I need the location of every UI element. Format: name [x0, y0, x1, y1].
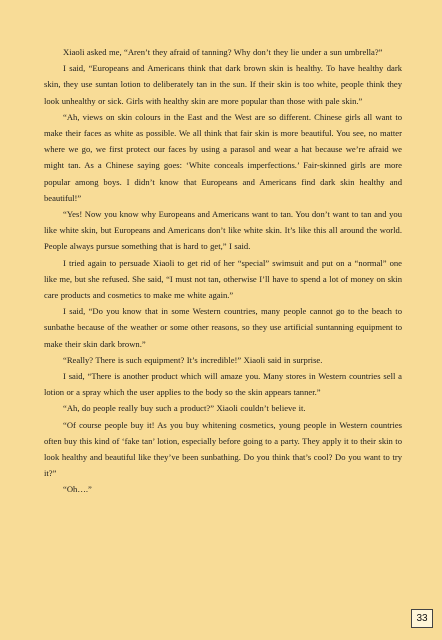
paragraph-11: “Oh….”	[63, 484, 92, 495]
paragraph-9: “Ah, do people really buy such a product?” Xiaoli couldn’t believe it.	[63, 403, 306, 414]
paragraph-5: I tried again to persuade Xiaoli to get rid of her “special” swimsuit and put on a “normal” one like me, but she refused. She said, “I must not tan, otherwise I’ll have to spend a lot of money on skin care products and cosmetics to make me white again.”	[44, 257, 402, 301]
page-number: 33	[411, 609, 433, 628]
paragraph-3: “Ah, views on skin colours in the East and the West are so different. Chinese girls all want to make their faces as white as possible. We all think that fair skin is more beautiful. You see, no matter where we go, we first protect our faces by using a parasol and wear a hat because we’re afraid we might tan. As a Chinese saying goes: ‘White conceals imperfections.’ Fair-skinned girls are more popular among boys. I didn’t know that Europeans and Americans find dark skin healthy and beautiful!”	[44, 111, 402, 203]
paragraph-2: I said, “Europeans and Americans think that dark brown skin is healthy. To have healthy dark skin, they use suntan lotion to deliberately tan in the sun. If their skin is too white, people think they look unhealthy or sick. Girls with healthy skin are more popular than those with pale skin.”	[44, 63, 402, 106]
paragraph-6: I said, “Do you know that in some Western countries, many people cannot go to the beach to sunbathe because of the weather or some other reasons, so they use artificial suntanning equipment to make their skin dark brown.”	[44, 306, 402, 349]
paragraph-4: “Yes! Now you know why Europeans and Americans want to tan. You don’t want to tan and you like white skin, but Europeans and Americans don’t like white skin. It’s like this all around the world. People always pursue something that is hard to get,” I said.	[44, 209, 402, 252]
page-body	[44, 44, 402, 498]
paragraph-1: Xiaoli asked me, “Aren’t they afraid of tanning? Why don’t they lie under a sun umbrella?”	[63, 47, 383, 57]
paragraph-10: “Of course people buy it! As you buy whitening cosmetics, young people in Western countries often buy this kind of ‘fake tan’ lotion, especially before going to a party. They apply it to their skin to look healthy and beautiful like they’ve been sunbathing. Do you think that’s cool? Do you want to try it?”	[44, 419, 402, 479]
paragraph-7: “Really? There is such equipment? It’s incredible!” Xiaoli said in surprise.	[63, 354, 323, 365]
paragraph-8: I said, “There is another product which will amaze you. Many stores in Western countries sell a lotion or a spray which the user applies to the body so the skin appears tanner.”	[44, 371, 402, 398]
